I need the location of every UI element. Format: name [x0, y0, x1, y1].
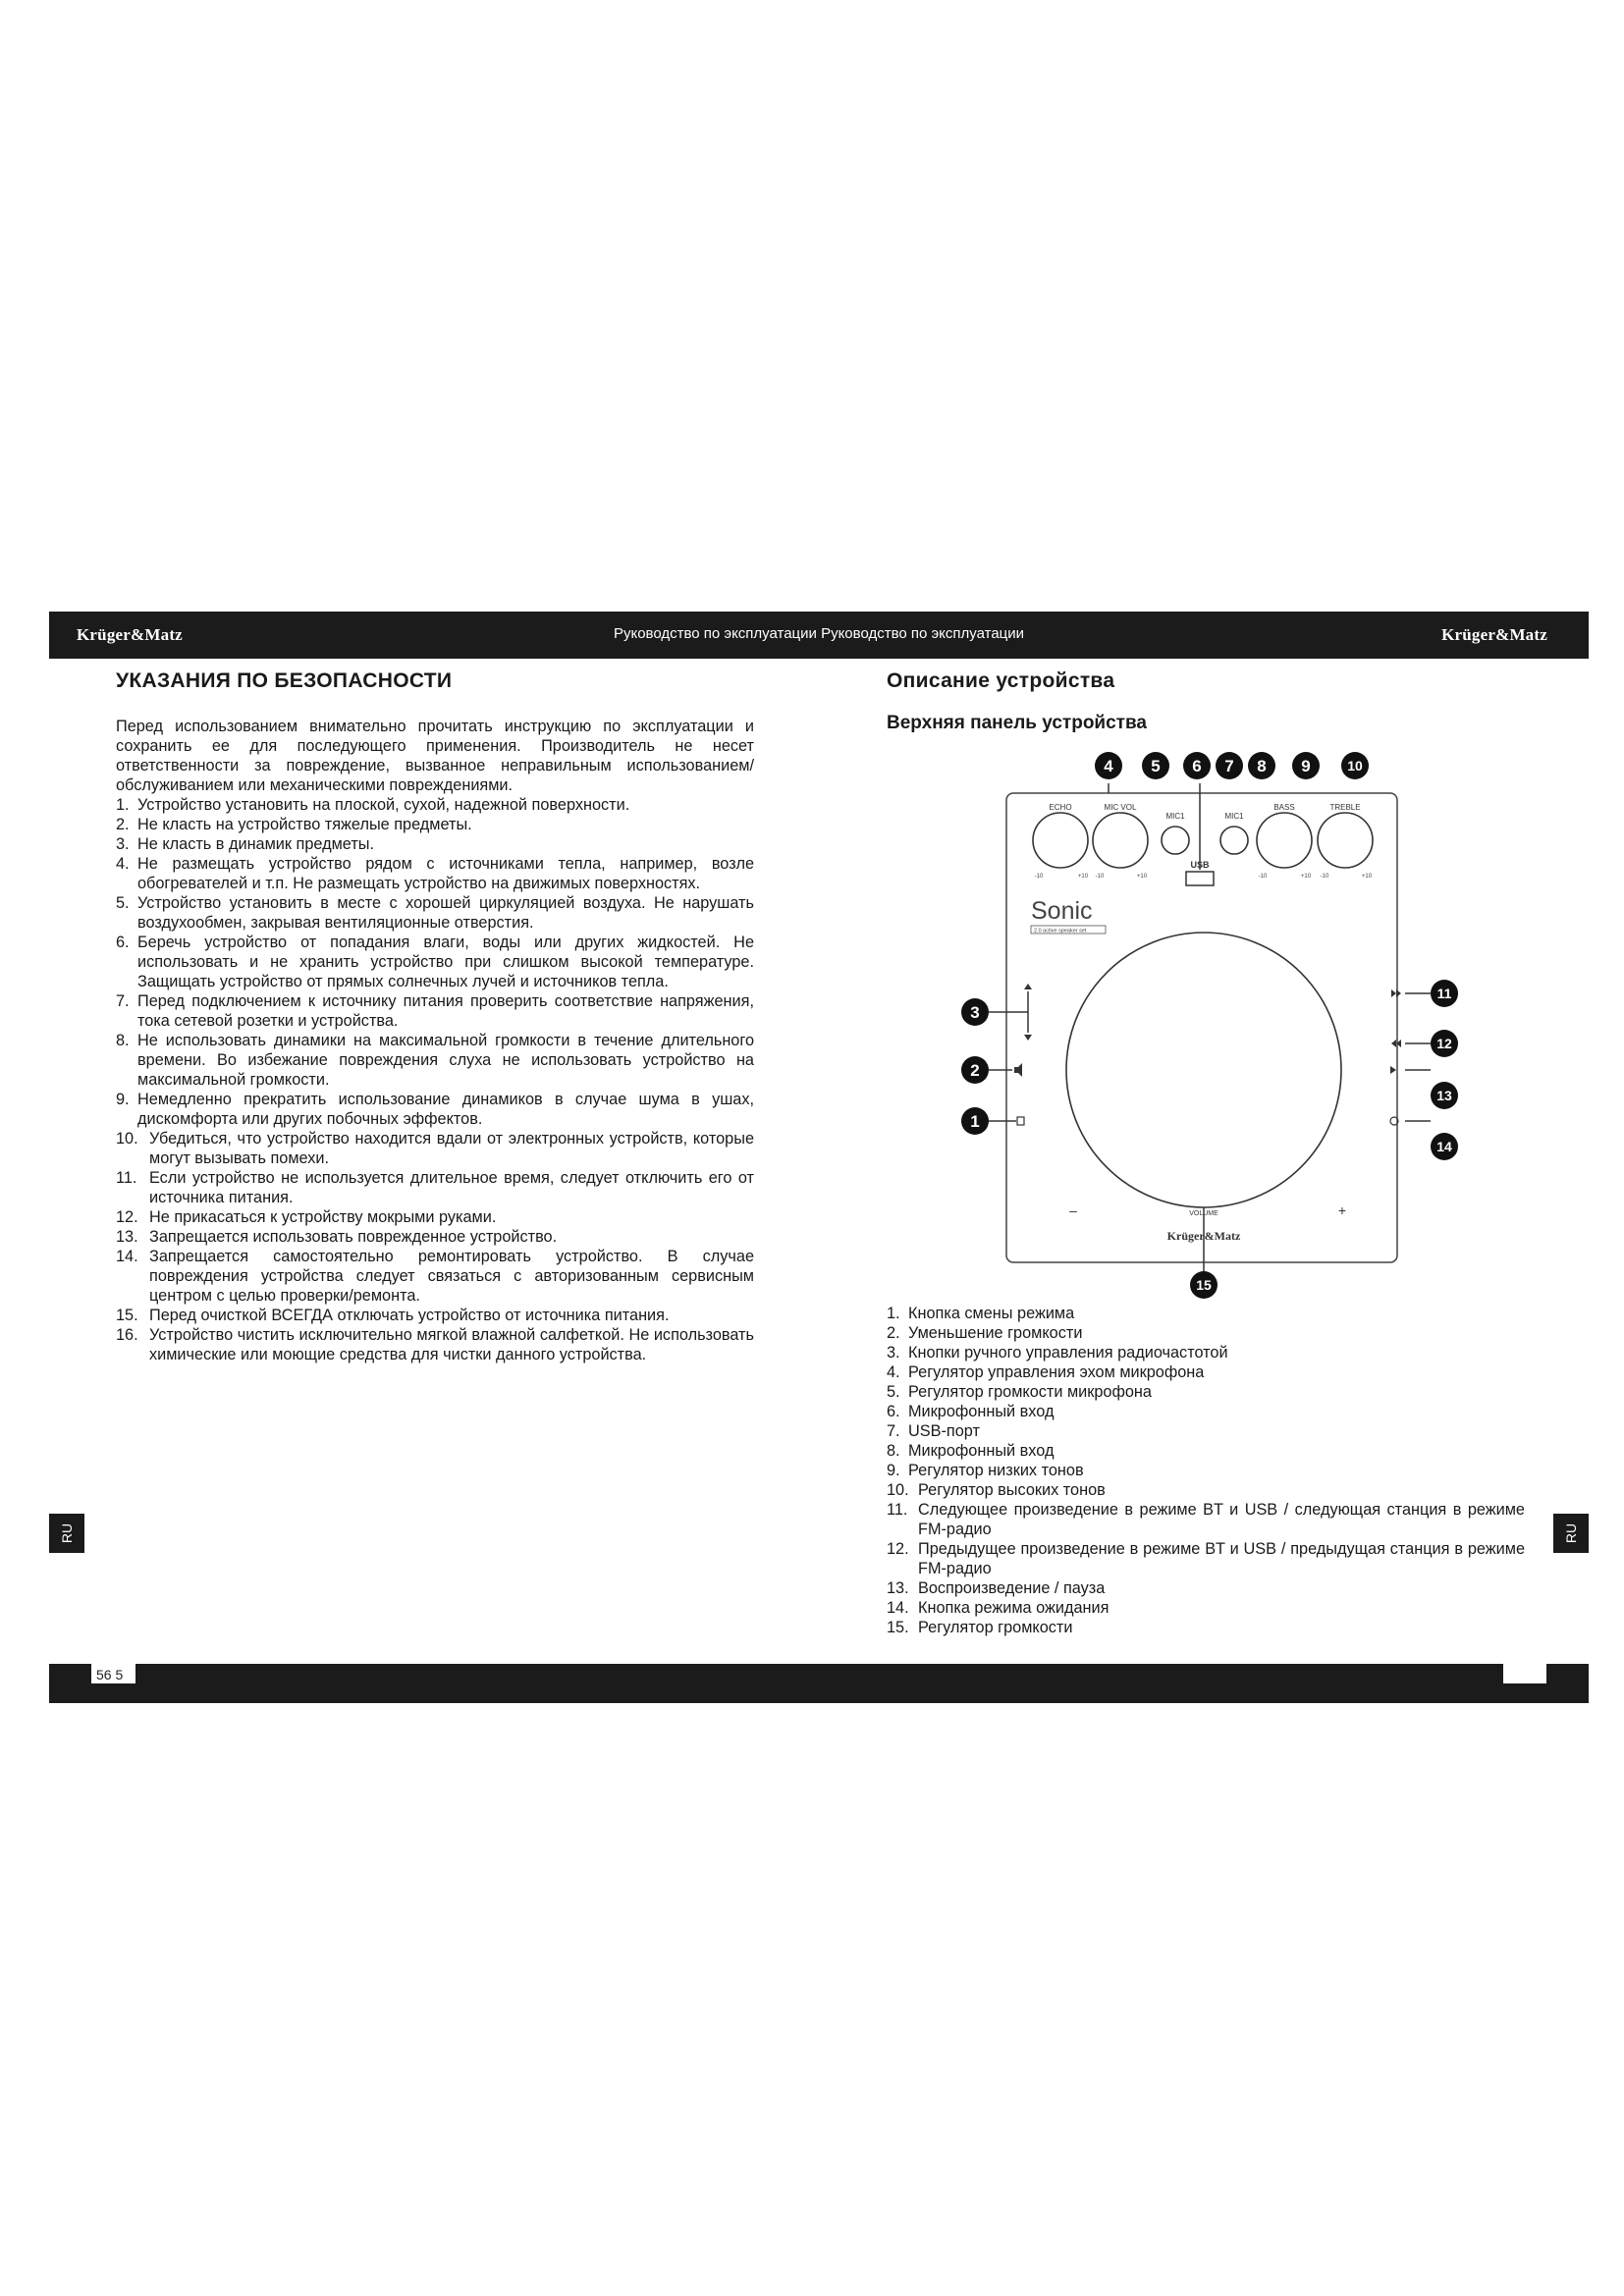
- model-name: Sonic: [1031, 897, 1093, 925]
- speaker-circle: [1066, 933, 1341, 1207]
- bass-scale-min: -10: [1258, 874, 1268, 880]
- safety-rule-text: Не класть на устройство тяжелые предметы.: [137, 816, 472, 833]
- safety-rule-number: 9.: [116, 1091, 130, 1108]
- device-subtitle: Верхняя панель устройства: [887, 713, 1147, 733]
- device-title: Описание устройства: [887, 669, 1115, 692]
- safety-rule-item: [116, 795, 754, 815]
- safety-rule-item: [116, 1207, 754, 1227]
- safety-rule-item: [116, 893, 754, 933]
- safety-rules-list: [116, 795, 754, 1364]
- device-description-text: Регулятор громкости микрофона: [908, 1383, 1152, 1401]
- echo-label: ECHO: [1049, 803, 1072, 812]
- safety-rule-text: Перед очисткой ВСЕГДА отключать устройство от источника питания.: [149, 1307, 670, 1324]
- device-description-number: 14.: [887, 1599, 909, 1617]
- callout-14-label: 14: [1436, 1139, 1452, 1154]
- device-description-item: [887, 1441, 1525, 1461]
- previous-icon: [1391, 1040, 1401, 1047]
- treble-label: TREBLE: [1329, 803, 1361, 812]
- callout-6-label: 6: [1192, 757, 1202, 775]
- device-description-number: 15.: [887, 1619, 909, 1636]
- safety-rule-text: Беречь устройство от попадания влаги, воды или других жидкостей. Не использовать и не хранить устройство при слишком высокой температуре. Защищать устройство от прямых солнечных лучей и источников тепла.: [137, 934, 754, 990]
- safety-rule-number: 12.: [116, 1208, 138, 1226]
- echo-scale-max: +10: [1077, 874, 1089, 880]
- top-panel-diagram: [938, 746, 1468, 1310]
- echo-scale-min: -10: [1034, 874, 1044, 880]
- device-description-item: [887, 1304, 1525, 1323]
- safety-rule-text: Устройство установить на плоской, сухой, надежной поверхности.: [137, 796, 630, 814]
- safety-rule-item: [116, 1031, 754, 1090]
- device-description-item: [887, 1343, 1525, 1362]
- device-description-text: Микрофонный вход: [908, 1403, 1055, 1420]
- device-description-number: 9.: [887, 1462, 900, 1479]
- safety-rule-number: 11.: [116, 1169, 137, 1187]
- safety-rule-text: Запрещается использовать поврежденное устройство.: [149, 1228, 558, 1246]
- footer-bar: [49, 1664, 1589, 1703]
- mic2-input: [1220, 827, 1248, 854]
- callout-5-label: 5: [1151, 757, 1161, 775]
- safety-rule-item: [116, 1306, 754, 1325]
- safety-rule-item: [116, 1227, 754, 1247]
- device-description-text: Кнопка режима ожидания: [918, 1599, 1110, 1617]
- echo-knob: [1033, 813, 1088, 868]
- volume-label: VOLUME: [1189, 1210, 1218, 1217]
- language-tab-right: [1553, 1514, 1589, 1553]
- safety-rule-number: 14.: [116, 1248, 138, 1265]
- safety-rule-item: [116, 1129, 754, 1168]
- brand-logo-left: Krüger&Matz: [77, 625, 183, 644]
- device-description-item: [887, 1402, 1525, 1421]
- device-description-text: Регулятор высоких тонов: [918, 1481, 1106, 1499]
- callout-2-label: 2: [970, 1061, 980, 1080]
- device-description-list-wrapper: [887, 1304, 1525, 1637]
- tuning-up-icon: [1024, 984, 1032, 989]
- device-description-text: Кнопка смены режима: [908, 1305, 1075, 1322]
- safety-rule-item: [116, 933, 754, 991]
- device-description-item: [887, 1578, 1525, 1598]
- device-description-text: Кнопки ручного управления радиочастотой: [908, 1344, 1228, 1362]
- page-number-right: [1503, 1664, 1546, 1683]
- safety-rule-number: 4.: [116, 855, 130, 873]
- device-description-item: [887, 1598, 1525, 1618]
- bass-label: BASS: [1273, 803, 1295, 812]
- device-description-number: 4.: [887, 1363, 900, 1381]
- language-tab-right-label: RU: [1563, 1522, 1579, 1544]
- safety-rule-item: [116, 991, 754, 1031]
- mic-vol-knob: [1093, 813, 1148, 868]
- model-subtitle: 2.0 active speaker set: [1034, 928, 1087, 934]
- safety-rule-number: 8.: [116, 1032, 130, 1049]
- mic-vol-scale-max: +10: [1136, 874, 1148, 880]
- safety-rule-text: Не класть в динамик предметы.: [137, 835, 375, 853]
- safety-rule-text: Немедленно прекратить использование динамиков в случае шума в ушах, дискомфорта или других побочных эффектов.: [137, 1091, 754, 1128]
- mic-vol-scale-min: -10: [1095, 874, 1105, 880]
- safety-intro: Перед использованием внимательно прочитать инструкцию по эксплуатации и сохранить ее для последующего применения. Производитель не несет ответственности за повреждение, вызванное неправильным использованием/ обслуживанием или механическими повреждениями.: [116, 718, 754, 794]
- volume-down-icon: [1014, 1063, 1022, 1077]
- treble-knob: [1318, 813, 1373, 868]
- safety-section: [116, 669, 754, 1364]
- treble-scale-min: -10: [1320, 874, 1329, 880]
- callout-3-label: 3: [970, 1003, 980, 1022]
- safety-rule-text: Не прикасаться к устройству мокрыми руками.: [149, 1208, 497, 1226]
- safety-rule-number: 10.: [116, 1130, 138, 1148]
- safety-rule-text: Убедиться, что устройство находится вдали от электронных устройств, которые могут вызывать помехи.: [149, 1130, 754, 1167]
- device-description-item: [887, 1480, 1525, 1500]
- safety-rule-number: 16.: [116, 1326, 138, 1344]
- device-description-text: Микрофонный вход: [908, 1442, 1055, 1460]
- safety-rule-text: Перед подключением к источнику питания проверить соответствие напряжения, тока сетевой розетки и устройства.: [137, 992, 754, 1030]
- safety-rule-number: 15.: [116, 1307, 138, 1324]
- safety-rule-text: Устройство установить в месте с хорошей циркуляцией воздуха. Не нарушать воздухообмен, закрывая вентиляционные отверстия.: [137, 894, 754, 932]
- mic2-label: MIC1: [1224, 812, 1244, 821]
- mode-icon: [1017, 1117, 1024, 1125]
- safety-rule-number: 6.: [116, 934, 130, 951]
- safety-rule-number: 1.: [116, 796, 130, 814]
- safety-rule-text: Не использовать динамики на максимальной громкости в течение длительного времени. Во избежание повреждения слуха не использовать устройство на максимальной громкости.: [137, 1032, 754, 1089]
- device-description-item: [887, 1539, 1525, 1578]
- callout-12-label: 12: [1436, 1036, 1452, 1051]
- treble-scale-max: +10: [1361, 874, 1373, 880]
- callout-11-label: 11: [1436, 986, 1452, 1001]
- callout-1-label: 1: [970, 1112, 980, 1131]
- mic-vol-label: MIC VOL: [1104, 803, 1137, 812]
- callout-15-label: 15: [1196, 1277, 1212, 1293]
- device-description-item: [887, 1382, 1525, 1402]
- device-description-list: [887, 1304, 1525, 1637]
- callout-13-label: 13: [1436, 1088, 1452, 1103]
- device-description-item: [887, 1421, 1525, 1441]
- tuning-down-icon: [1024, 1035, 1032, 1041]
- device-description-text: Уменьшение громкости: [908, 1324, 1083, 1342]
- device-description-item: [887, 1323, 1525, 1343]
- brand-logo-right: Krüger&Matz: [1441, 625, 1547, 644]
- language-tab-left-label: RU: [59, 1522, 75, 1544]
- language-tab-left: [49, 1514, 84, 1553]
- safety-rule-number: 7.: [116, 992, 130, 1010]
- device-description-number: 2.: [887, 1324, 900, 1342]
- callout-4-label: 4: [1104, 757, 1113, 775]
- next-icon: [1391, 989, 1401, 997]
- mic1-input: [1162, 827, 1189, 854]
- safety-rule-text: Не размещать устройство рядом с источниками тепла, например, возле обогревателей и т.п. Не размещать устройство на движимых поверхностях.: [137, 855, 754, 892]
- safety-rule-item: [116, 854, 754, 893]
- device-section: [887, 669, 1525, 748]
- callout-9-label: 9: [1301, 757, 1311, 775]
- safety-rule-item: [116, 815, 754, 834]
- device-description-number: 5.: [887, 1383, 900, 1401]
- safety-rule-text: Запрещается самостоятельно ремонтировать устройство. В случае повреждения устройства следует связаться с авторизованным сервисным центром с целью проверки/ремонта.: [149, 1248, 754, 1305]
- callout-10-label: 10: [1347, 758, 1363, 774]
- volume-plus-label: +: [1337, 1202, 1347, 1218]
- callout-8-label: 8: [1257, 757, 1267, 775]
- device-description-number: 8.: [887, 1442, 900, 1460]
- device-description-number: 1.: [887, 1305, 900, 1322]
- mic1-label: MIC1: [1165, 812, 1185, 821]
- safety-rule-item: [116, 834, 754, 854]
- device-description-number: 6.: [887, 1403, 900, 1420]
- safety-title: УКАЗАНИЯ ПО БЕЗОПАСНОСТИ: [116, 669, 453, 692]
- usb-label: USB: [1190, 860, 1210, 870]
- device-description-number: 13.: [887, 1579, 909, 1597]
- device-description-number: 3.: [887, 1344, 900, 1362]
- safety-rule-number: 5.: [116, 894, 130, 912]
- safety-rule-number: 3.: [116, 835, 130, 853]
- bass-scale-max: +10: [1300, 874, 1312, 880]
- bass-knob: [1257, 813, 1312, 868]
- device-description-text: Регулятор низких тонов: [908, 1462, 1084, 1479]
- safety-rule-item: [116, 1090, 754, 1129]
- safety-rule-item: [116, 1247, 754, 1306]
- device-description-item: [887, 1461, 1525, 1480]
- safety-rule-item: [116, 1325, 754, 1364]
- safety-rule-number: 13.: [116, 1228, 138, 1246]
- device-description-item: [887, 1362, 1525, 1382]
- header-title: Руководство по эксплуатации Руководство по эксплуатации: [613, 625, 1025, 642]
- panel-brand: Krüger&Matz: [1166, 1229, 1241, 1243]
- header-bar: [49, 612, 1589, 659]
- device-description-number: 11.: [887, 1501, 908, 1519]
- device-description-number: 10.: [887, 1481, 909, 1499]
- device-description-text: Воспроизведение / пауза: [918, 1579, 1106, 1597]
- callout-7-label: 7: [1224, 757, 1234, 775]
- safety-rule-text: Устройство чистить исключительно мягкой влажной салфеткой. Не использовать химические или моющие средства для чистки данного устройства.: [149, 1326, 754, 1363]
- device-description-number: 7.: [887, 1422, 900, 1440]
- volume-minus-label: –: [1069, 1202, 1077, 1218]
- page-number-left: 56 5: [91, 1664, 135, 1683]
- device-description-item: [887, 1618, 1525, 1637]
- device-description-text: Регулятор управления эхом микрофона: [908, 1363, 1205, 1381]
- device-description-number: 12.: [887, 1540, 909, 1558]
- top-panel-svg: [938, 746, 1468, 1310]
- device-description-text: USB-порт: [908, 1422, 980, 1440]
- safety-rule-text: Если устройство не используется длительное время, следует отключить его от источника питания.: [149, 1169, 754, 1206]
- device-description-text: Предыдущее произведение в режиме BT и USB / предыдущая станция в режиме FM-радио: [918, 1540, 1525, 1577]
- safety-rule-number: 2.: [116, 816, 130, 833]
- usb-port: [1186, 872, 1214, 885]
- device-description-text: Следующее произведение в режиме BT и USB / следующая станция в режиме FM-радио: [918, 1501, 1525, 1538]
- play-pause-icon: [1390, 1066, 1396, 1074]
- device-description-text: Регулятор громкости: [918, 1619, 1073, 1636]
- safety-rule-item: [116, 1168, 754, 1207]
- device-description-item: [887, 1500, 1525, 1539]
